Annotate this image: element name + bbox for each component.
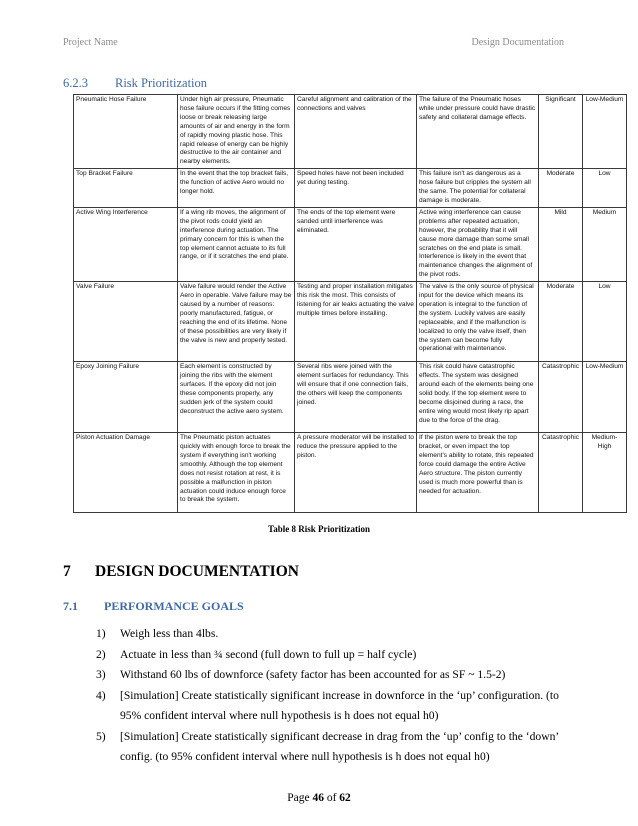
page-label: Page bbox=[287, 792, 310, 804]
section-title: PERFORMANCE GOALS bbox=[104, 599, 244, 613]
risk-description-cell: The Pneumatic piston actuates quickly with enough force to break the system if everything isn't working smoothly. Although the top element does not resist rotation at rest, it is possible a malfunction in piston actuation could induce enough force to break the system. bbox=[178, 433, 295, 513]
list-item bbox=[96, 645, 576, 666]
risk-name-cell: Pneumatic Hose Failure bbox=[74, 95, 178, 169]
risk-likelihood-cell: Low bbox=[583, 169, 627, 208]
risk-severity-cell: Catastrophic bbox=[539, 433, 583, 513]
page-footer bbox=[0, 792, 638, 804]
list-item bbox=[96, 624, 576, 645]
table-row bbox=[74, 282, 627, 362]
list-item-text: Withstand 60 lbs of downforce (safety factor has been accounted for as SF ~ 1.5-2) bbox=[120, 668, 506, 681]
list-item bbox=[96, 727, 576, 768]
risk-mitigation-cell: Testing and proper installation mitigates this risk the most. This consists of listening for air leaks actuating the valve multiple times before installing. bbox=[295, 282, 417, 362]
risk-mitigation-cell: Speed holes have not been included yet during testing. bbox=[295, 169, 417, 208]
risk-severity-cell: Significant bbox=[539, 95, 583, 169]
total-pages: 62 bbox=[339, 792, 351, 804]
risk-likelihood-cell: Medium-High bbox=[583, 433, 627, 513]
table-row bbox=[74, 169, 627, 208]
table-row bbox=[74, 207, 627, 281]
risk-name-cell: Active Wing Interference bbox=[74, 207, 178, 281]
list-item-text: [Simulation] Create statistically significant increase in downforce in the ‘up’ configuration. (to 95% confident interval where null hypothesis is h does not equal h0) bbox=[120, 688, 559, 722]
risk-description-cell: Valve failure would render the Active Aero in operable. Valve failure may be caused by a number of reasons: poorly manufactured, fatigue, or reaching the end of its lifetime. None of these possibilities are very likely if the valve is new and properly tested. bbox=[178, 282, 295, 362]
list-item-index: 2) bbox=[96, 647, 106, 661]
list-item bbox=[96, 665, 576, 686]
chapter-number: 7 bbox=[63, 563, 71, 580]
risk-description-cell: Under high air pressure, Pneumatic hose failure occurs if the fitting comes loose or break releasing large amounts of air and energy in the form of rapidly moving plastic hose. This rapid release of energy can be highly destructive to the air container and nearby elements. bbox=[178, 95, 295, 169]
risk-likelihood-cell: Low bbox=[583, 282, 627, 362]
section-title: Risk Prioritization bbox=[115, 76, 208, 90]
risk-mitigation-cell: The ends of the top element were sanded until interference was eliminated. bbox=[295, 207, 417, 281]
section-number: 6.2.3 bbox=[63, 76, 88, 90]
list-item-index: 4) bbox=[96, 688, 106, 702]
risk-severity-cell: Moderate bbox=[539, 169, 583, 208]
list-item-text: Actuate in less than ¾ second (full down to full up = half cycle) bbox=[120, 647, 417, 661]
page-number: 46 bbox=[312, 792, 324, 804]
risk-severity-cell: Mild bbox=[539, 207, 583, 281]
list-item-index: 3) bbox=[96, 668, 106, 681]
risk-mitigation-cell: Several ribs were joined with the element surfaces for redundancy. This will ensure that if one connection fails, the others will keep the components joined. bbox=[295, 362, 417, 433]
risk-mitigation-cell: A pressure moderator will be installed to reduce the pressure applied to the piston. bbox=[295, 433, 417, 513]
list-item-index: 1) bbox=[96, 627, 106, 640]
section-heading-performance-goals bbox=[63, 599, 244, 614]
risk-prioritization-table bbox=[73, 94, 627, 513]
list-item-index: 5) bbox=[96, 729, 106, 743]
list-item-text: [Simulation] Create statistically significant decrease in drag from the ‘up’ config to the ‘down’ config. (to 95% confident interval where null hypothesis is h does not equal h0) bbox=[120, 729, 559, 763]
of-label: of bbox=[326, 792, 337, 804]
risk-effect-cell: The valve is the only source of physical input for the device which means its operation is integral to the function of the system. Luckily valves are easily replaceable, and if the malfunction is localized to only the valve itself, then the system can become fully operational with maintenance. bbox=[417, 282, 539, 362]
list-item bbox=[96, 686, 576, 727]
risk-name-cell: Piston Actuation Damage bbox=[74, 433, 178, 513]
table-row bbox=[74, 433, 627, 513]
table-row bbox=[74, 95, 627, 169]
risk-effect-cell: Active wing interference can cause problems after repeated actuation, however, the probability that it will cause more damage than some small scratches on the end plate is small. Interference is likely in the event that maintenance changes the alignment of the pivot rods. bbox=[417, 207, 539, 281]
page-header-left: Project Name bbox=[63, 37, 118, 48]
risk-severity-cell: Moderate bbox=[539, 282, 583, 362]
risk-mitigation-cell: Careful alignment and calibration of the connections and valves bbox=[295, 95, 417, 169]
risk-likelihood-cell: Low-Medium bbox=[583, 95, 627, 169]
risk-description-cell: In the event that the top bracket fails, the function of active Aero would no longer hold. bbox=[178, 169, 295, 208]
risk-description-cell: If a wing rib moves, the alignment of the pivot rods could yield an interference during actuation. The primary concern for this is when the top element cannot actuate to its full range, or if it scratches the end plate. bbox=[178, 207, 295, 281]
risk-name-cell: Top Bracket Failure bbox=[74, 169, 178, 208]
risk-effect-cell: This risk could have catastrophic effects. The system was designed around each of the elements being one solid body. If the top element were to become disjoined during a race, the entire wing would most likely rip apart due to the force of the drag. bbox=[417, 362, 539, 433]
table-row bbox=[74, 362, 627, 433]
risk-description-cell: Each element is constructed by joining the ribs with the element surfaces. If the epoxy did not join these components properly, any sudden jerk of the system could deconstruct the active aero system. bbox=[178, 362, 295, 433]
risk-severity-cell: Catastrophic bbox=[539, 362, 583, 433]
risk-likelihood-cell: Medium bbox=[583, 207, 627, 281]
list-item-text: Weigh less than 4lbs. bbox=[120, 627, 219, 640]
risk-name-cell: Epoxy Joining Failure bbox=[74, 362, 178, 433]
chapter-heading-design-documentation bbox=[63, 563, 299, 581]
risk-effect-cell: If the piston were to break the top bracket, or even impact the top element's ability to rotate, this repeated force could damage the entire Active Aero structure. The piston currently used is much more powerful than is needed for actuation. bbox=[417, 433, 539, 513]
section-number: 7.1 bbox=[63, 599, 78, 613]
section-heading-risk-prioritization bbox=[63, 76, 207, 91]
risk-likelihood-cell: Low-Medium bbox=[583, 362, 627, 433]
risk-effect-cell: This failure isn't as dangerous as a hose failure but cripples the system all the same. The potential for collateral damage is moderate. bbox=[417, 169, 539, 208]
page-header-right: Design Documentation bbox=[471, 37, 564, 48]
risk-name-cell: Valve Failure bbox=[74, 282, 178, 362]
performance-goals-list bbox=[96, 624, 576, 768]
chapter-title: DESIGN DOCUMENTATION bbox=[95, 563, 299, 580]
table-caption: Table 8 Risk Prioritization bbox=[268, 524, 370, 534]
risk-effect-cell: The failure of the Pneumatic hoses while under pressure could have drastic safety and collateral damage effects. bbox=[417, 95, 539, 169]
